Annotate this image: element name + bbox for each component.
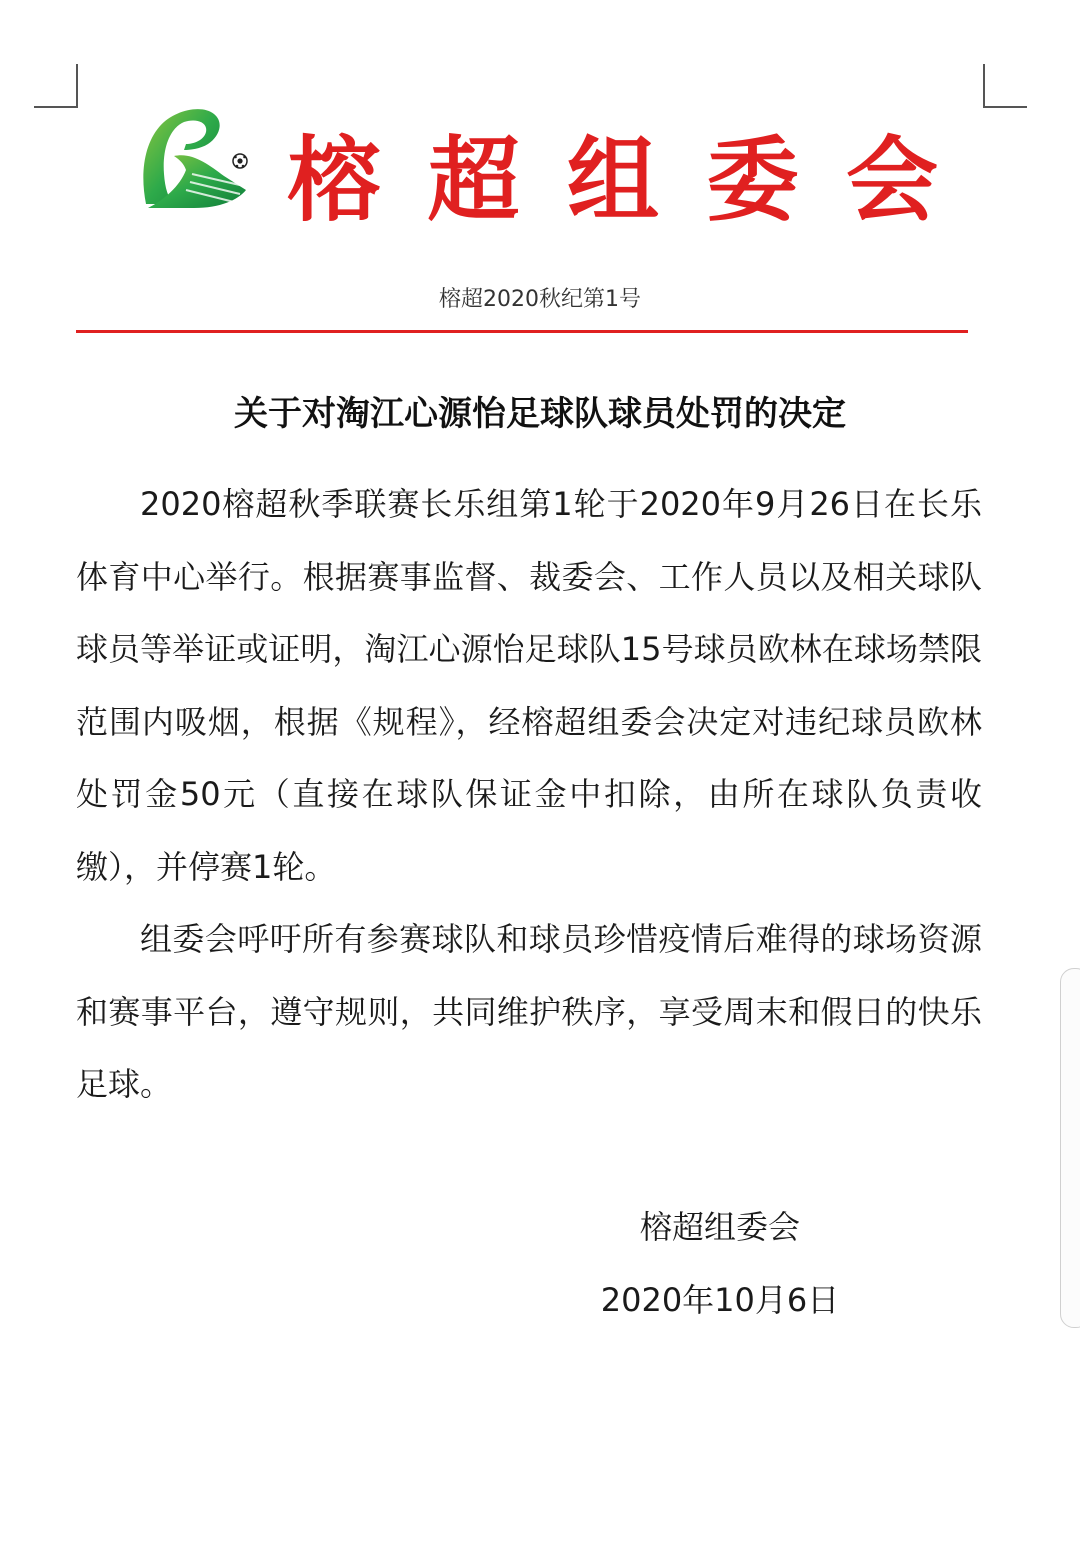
document-title: 关于对淘江心源怡足球队球员处罚的决定 xyxy=(234,394,846,434)
org-title-char: 会 xyxy=(845,127,938,234)
scroll-handle[interactable] xyxy=(1060,968,1080,1328)
league-logo-icon xyxy=(134,104,254,212)
org-title-char: 超 xyxy=(427,127,520,234)
crop-mark-top-left xyxy=(34,64,78,108)
red-divider xyxy=(76,330,968,333)
crop-mark-top-right xyxy=(983,64,1027,108)
org-title-char: 榕 xyxy=(288,127,381,234)
body-paragraph: 组委会呼吁所有参赛球队和球员珍惜疫情后难得的球场资源和赛事平台，遵守规则，共同维护秩序，享受周末和假日的快乐足球。 xyxy=(76,920,982,1103)
body-paragraph: 2020榕超秋季联赛长乐组第1轮于2020年9月26日在长乐体育中心举行。根据赛事监督、裁委会、工作人员以及相关球队球员等举证或证明，淘江心源怡足球队15号球员欧林在球场禁限范围内吸烟，根据《规程》，经榕超组委会决定对违纪球员欧林处罚金50元（直接在球队保证金中扣除，由所在球队负责收缴），并停赛1轮。 xyxy=(76,485,982,886)
signature-date: 2020年10月6日 xyxy=(600,1281,840,1319)
signature-organization: 榕超组委会 xyxy=(639,1208,800,1246)
org-title-char: 组 xyxy=(566,127,659,234)
document-body xyxy=(76,468,982,1121)
organization-title xyxy=(288,126,938,236)
org-title-char: 委 xyxy=(706,127,799,234)
document-number: 榕超2020秋纪第1号 xyxy=(439,287,641,312)
